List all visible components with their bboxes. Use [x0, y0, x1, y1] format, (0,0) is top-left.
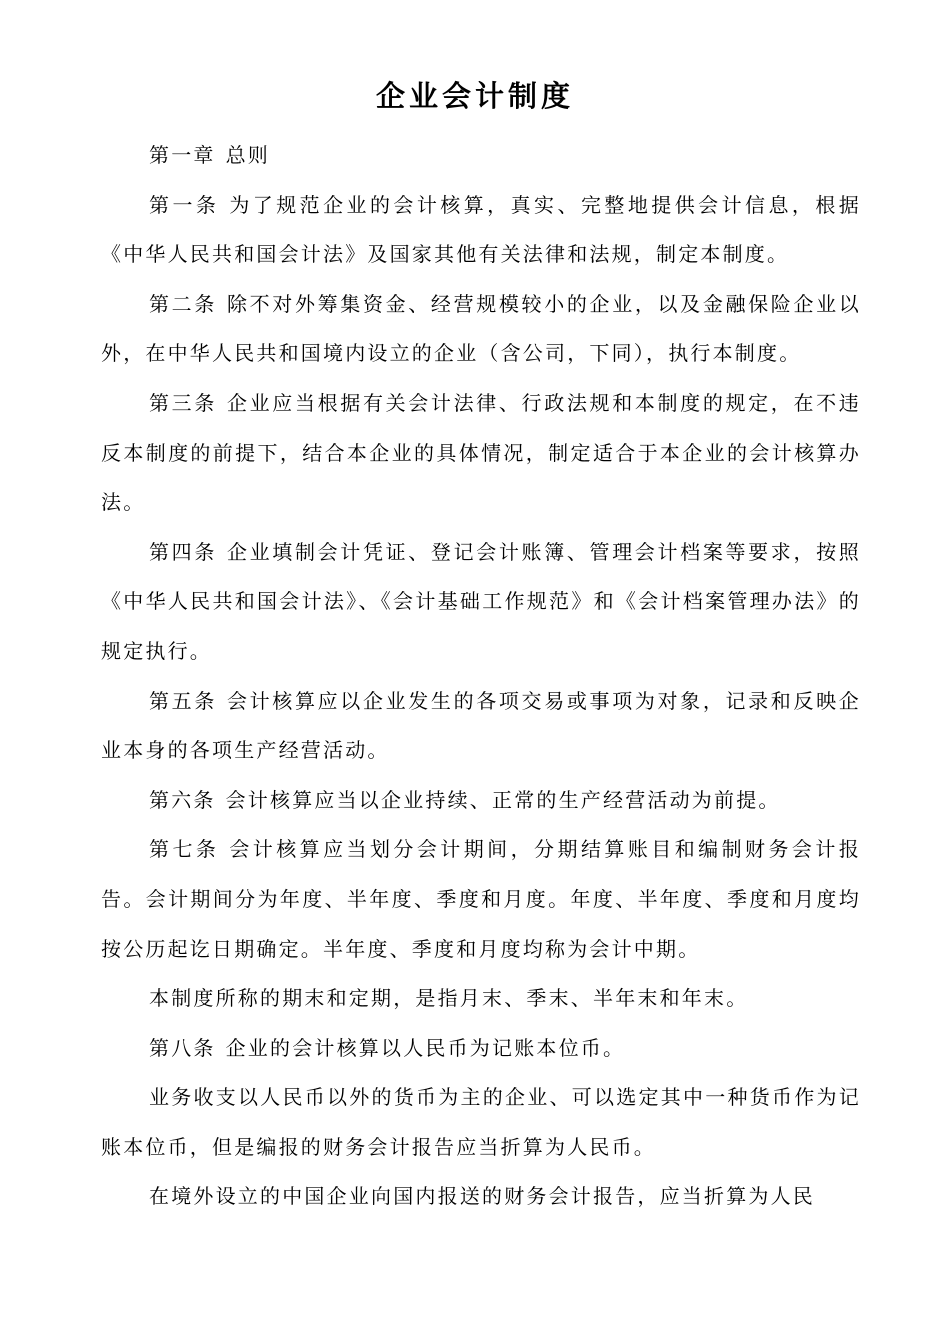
- article-6: [101, 776, 861, 826]
- paragraph-text: 在境外设立的中国企业向国内报送的财务会计报告，应当折算为人民: [149, 1184, 815, 1209]
- paragraph-text: 企业填制会计凭证、登记会计账簿、管理会计档案等要求，按照《中华人民共和国会计法》、《会计基础工作规范》和《会计档案管理办法》的规定执行。: [101, 539, 861, 663]
- article-4: [101, 528, 861, 677]
- paragraph-text: 会计核算应以企业发生的各项交易或事项为对象，记录和反映企业本身的各项生产经营活动。: [101, 688, 861, 763]
- paragraph-lead: 第四条: [149, 539, 217, 564]
- chapter-heading: [101, 131, 861, 181]
- paragraph-text: 总则: [225, 143, 271, 167]
- document-body: [101, 131, 861, 1222]
- paragraph-lead: 第六条: [149, 787, 216, 812]
- article-1: [101, 181, 861, 280]
- article-7: [101, 825, 861, 974]
- article-7-note: [101, 974, 861, 1024]
- paragraph-lead: 第一条: [149, 192, 220, 217]
- article-8-para-2: [101, 1073, 861, 1172]
- article-8-para-3: [101, 1172, 861, 1222]
- article-8: [101, 1024, 861, 1074]
- paragraph-lead: 第八条: [149, 1035, 216, 1060]
- paragraph-lead: 第二条: [149, 291, 217, 316]
- paragraph-text: 会计核算应当以企业持续、正常的生产经营活动为前提。: [225, 787, 781, 812]
- paragraph-text: 除不对外筹集资金、经营规模较小的企业，以及金融保险企业以外，在中华人民共和国境内设立的企业（含公司，下同），执行本制度。: [101, 291, 861, 366]
- paragraph-lead: 第五条: [149, 688, 217, 713]
- paragraph-text: 企业的会计核算以人民币为记账本位币。: [225, 1035, 626, 1060]
- paragraph-text: 业务收支以人民币以外的货币为主的企业、可以选定其中一种货币作为记账本位币，但是编报的财务会计报告应当折算为人民币。: [101, 1085, 861, 1159]
- article-2: [101, 280, 861, 379]
- paragraph-text: 企业应当根据有关会计法律、行政法规和本制度的规定，在不违反本制度的前提下，结合本企业的具体情况，制定适合于本企业的会计核算办法。: [101, 390, 861, 515]
- article-5: [101, 677, 861, 776]
- paragraph-lead: 第一章: [149, 143, 216, 167]
- article-3: [101, 379, 861, 528]
- paragraph-text: 本制度所称的期末和定期，是指月末、季末、半年末和年末。: [149, 986, 749, 1011]
- document-title: 企业会计制度: [375, 79, 574, 113]
- paragraph-text: 为了规范企业的会计核算，真实、完整地提供会计信息，根据《中华人民共和国会计法》及国家其他有关法律和法规，制定本制度。: [101, 192, 861, 267]
- paragraph-lead: 第七条: [149, 837, 220, 862]
- paragraph-text: 会计核算应当划分会计期间，分期结算账目和编制财务会计报告。会计期间分为年度、半年度、季度和月度。年度、半年度、季度和月度均按公历起讫日期确定。半年度、季度和月度均称为会计中期。: [101, 837, 861, 961]
- paragraph-lead: 第三条: [149, 390, 217, 415]
